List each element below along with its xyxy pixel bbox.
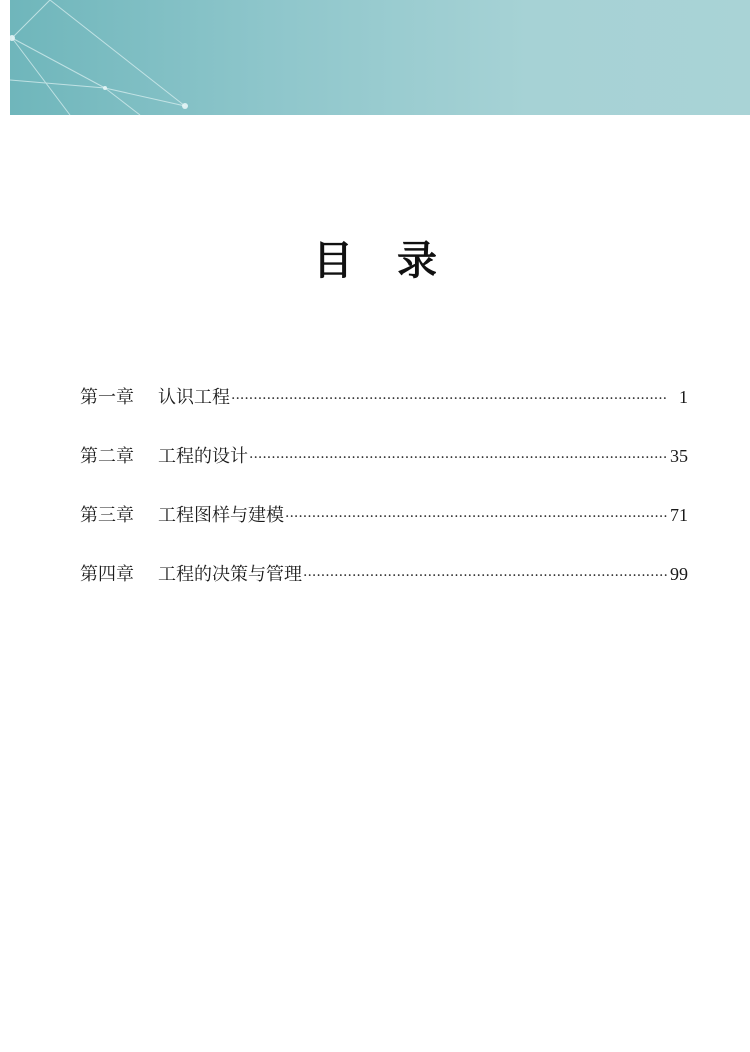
- toc-entry[interactable]: [80, 441, 688, 471]
- toc-chapter-title: 工程的决策与管理: [158, 564, 302, 585]
- toc-chapter-number: 第四章: [80, 564, 134, 585]
- toc-chapter-number: 第二章: [80, 446, 134, 467]
- page-title: 目录: [313, 237, 481, 284]
- table-of-contents: [80, 382, 688, 618]
- header-decorative-band: [10, 0, 750, 115]
- toc-chapter-number: 第一章: [80, 387, 134, 408]
- network-lines-decoration: [10, 0, 750, 115]
- toc-entry[interactable]: [80, 559, 688, 589]
- toc-page-number: 71: [670, 505, 688, 525]
- toc-page-number: 99: [670, 564, 688, 584]
- toc-dot-leader: [249, 443, 667, 473]
- toc-page-number: 1: [679, 387, 688, 407]
- toc-chapter-title: 认识工程: [158, 387, 230, 408]
- toc-page-number: 35: [670, 446, 688, 466]
- toc-entry[interactable]: [80, 500, 688, 530]
- toc-dot-leader: [231, 384, 667, 414]
- toc-chapter-title: 工程图样与建模: [158, 505, 284, 526]
- toc-dot-leader: [285, 502, 667, 532]
- toc-entry[interactable]: [80, 382, 688, 412]
- toc-chapter-number: 第三章: [80, 505, 134, 526]
- toc-chapter-title: 工程的设计: [158, 446, 248, 467]
- toc-dot-leader: [303, 561, 667, 591]
